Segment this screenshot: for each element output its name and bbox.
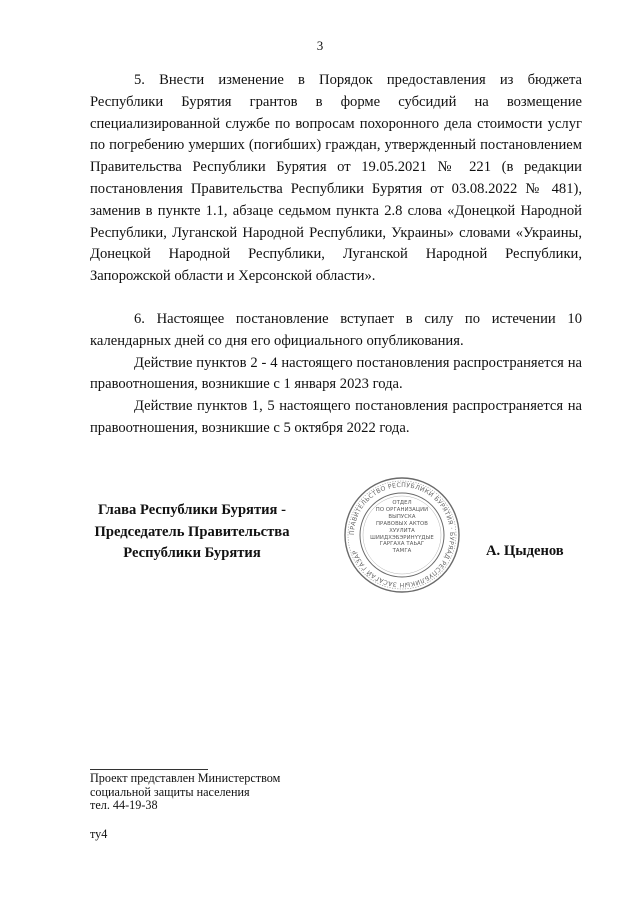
footnote-divider xyxy=(90,769,208,770)
seal-inner-line: ТАМГА xyxy=(392,548,412,555)
footnote xyxy=(90,772,280,813)
footnote-line: Проект представлен Министерством xyxy=(90,771,281,785)
document-code: ту4 xyxy=(90,827,108,841)
signatory-title-line: Председатель Правительства xyxy=(94,523,290,540)
signatory-title-line: Республики Бурятия xyxy=(123,545,261,561)
seal-inner-line: ПО ОРГАНИЗАЦИИ xyxy=(375,506,429,513)
seal-inner-line: ОТДЕЛ xyxy=(392,500,412,506)
paragraph-effect-points-2-4: Действие пунктов 2 - 4 настоящего постановления распространяется на правоотношения, возникшие с 1 января 2023 года. xyxy=(90,354,582,393)
footnote-line: социальной защиты населения xyxy=(90,784,250,799)
paragraph-item-6: 6. Настоящее постановление вступает в силу по истечении 10 календарных дней со дня его официального опубликования. xyxy=(90,310,582,349)
signatory-title xyxy=(92,500,292,565)
seal-inner-line: ХУУЛИТА xyxy=(389,527,415,534)
seal-inner-line: ПРАВОВЫХ АКТОВ xyxy=(375,520,429,527)
seal-inner-line: ВЫПУСКА xyxy=(388,513,416,520)
seal-inner-line: ШИИДХЭБЭРИНҮҮДЫЕ xyxy=(370,534,434,541)
signatory-title-line: Глава Республики Бурятия - xyxy=(98,502,286,518)
paragraph-item-5: 5. Внести изменение в Порядок предоставления из бюджета Республики Бурятия грантов в форме субсидий на возмещение специализированной службе по вопросам похоронного дела стоимости услуг по погребению умерших (погибших) граждан, утвержденный постановлением Правительства Республики Бурятия от 19.05.2021 № 221 (в редакции постановления Правительства Республики Бурятия от 03.08.2022 № 481), заменив в пункте 1.1, абзаце седьмом пункта 2.8 слова «Донецкой Народной Республики, Луганской Народной Республики, Украины» словами «Украины, Донецкой Народной Республики, Луганской Народной Республики, Запорожской области и Херсонской области». xyxy=(90,72,582,285)
paragraph-effect-points-1-5: Действие пунктов 1, 5 настоящего постановления распространяется на правоотношения, возникшие с 5 октября 2022 года. xyxy=(90,398,582,436)
seal-outer-text: ПРАВИТЕЛЬСТВО РЕСПУБЛИКИ БУРЯТИЯ · БУРЯАД РЕСПУБЛИКЫН ЗАСАГАЙ ГАЗАР xyxy=(348,481,456,589)
seal-inner-line: ГАРГАХА ТАЬАГ xyxy=(379,541,425,548)
seal-inner-text xyxy=(365,500,439,555)
document-body xyxy=(90,70,582,440)
footnote-line: тел. 44-19-38 xyxy=(90,798,158,813)
page-number: 3 xyxy=(316,38,324,53)
signatory-name: А. Цыденов xyxy=(486,543,564,559)
